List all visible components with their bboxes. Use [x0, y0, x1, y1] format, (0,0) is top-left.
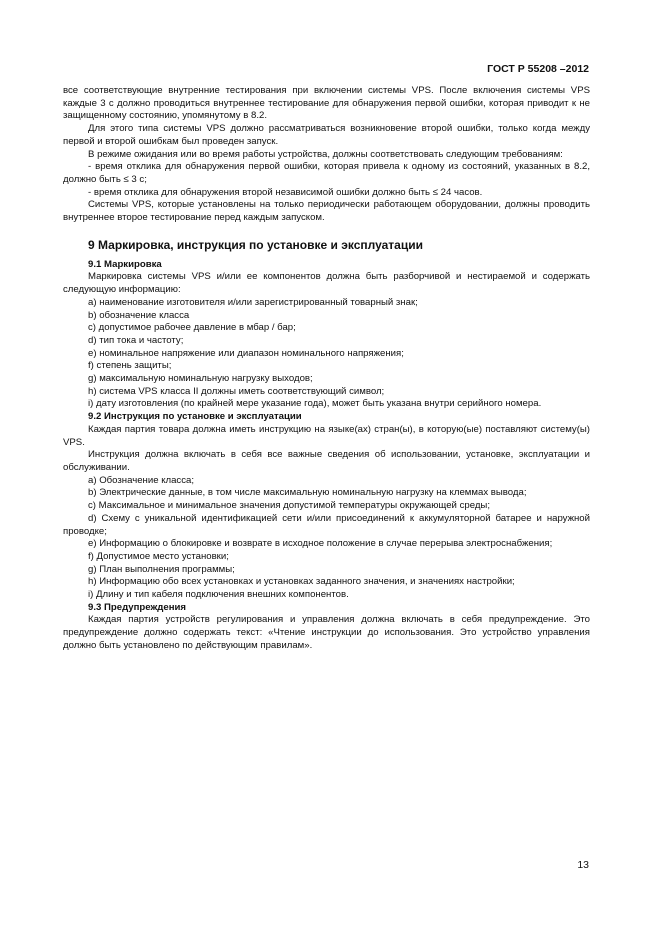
list-item: c) допустимое рабочее давление в мбар / бар; — [88, 322, 296, 334]
document-body — [63, 85, 590, 653]
list-item: b) обозначение класса — [88, 309, 190, 321]
subsection-heading: 9.1 Маркировка — [88, 258, 162, 270]
list-item: d) Схему с уникальной идентификацией сети и/или присоединений к аккумуляторной батарее и наружной проводке; — [63, 512, 590, 537]
subsection-heading: 9.2 Инструкция по установке и эксплуатации — [88, 411, 302, 423]
paragraph: Для этого типа системы VPS должно рассматриваться возникновение второй ошибки, только когда между первой и второй ошибкам был проведен запуск. — [63, 123, 590, 147]
list-item: f) Допустимое место установки; — [88, 550, 229, 562]
paragraph: все соответствующие внутренние тестирования при включении системы VPS. После включения системы VPS каждые 3 с должно проводиться внутреннее тестирование для обнаружения первой ошибки, которая приводит к не защищенному состоянию, упомянутому в 8.2. — [63, 85, 590, 122]
list-item: - время отклика для обнаружения второй независимой ошибки должно быть ≤ 24 часов. — [88, 186, 483, 198]
page-number: 13 — [577, 859, 589, 871]
list-item: d) тип тока и частоту; — [88, 334, 184, 346]
list-item: i) Длину и тип кабеля подключения внешних компонентов. — [88, 589, 349, 601]
list-item: g) максимальную номинальную нагрузку выходов; — [88, 373, 313, 385]
list-item: a) наименование изготовителя и/или зарегистрированный товарный знак; — [88, 296, 418, 308]
list-item: a) Обозначение класса; — [88, 474, 195, 486]
list-item: b) Электрические данные, в том числе максимальную номинальную нагрузку на клеммах вывода; — [88, 487, 527, 499]
document-code-header: ГОСТ Р 55208 –2012 — [487, 63, 589, 75]
list-item: h) Информацию обо всех установках и установках заданного значения, и значениях настройки; — [88, 576, 515, 588]
list-item: f) степень защиты; — [88, 360, 172, 372]
list-item: c) Максимальное и минимальное значения допустимой температуры окружающей среды; — [88, 500, 490, 512]
paragraph: В режиме ожидания или во время работы устройства, должны соответствовать следующим требованиям: — [88, 148, 563, 160]
section-heading: 9 Маркировка, инструкция по установке и эксплуатации — [88, 237, 423, 252]
paragraph: Каждая партия товара должна иметь инструкцию на языке(ах) стран(ы), в которую(ые) поставляют систему(ы) VPS. — [63, 423, 590, 448]
paragraph: Системы VPS, которые установлены на только периодически работающем оборудовании, должны проводить внутреннее второе тестирование перед каждым запуском. — [63, 199, 590, 224]
paragraph: Инструкция должна включать в себя все важные сведения об использовании, установке, эксплуатации и обслуживании. — [63, 449, 590, 473]
list-item: - время отклика для обнаружения первой ошибки, которая привела к одному из состояний, указанных в 8.2, должно быть ≤ 3 с; — [63, 161, 590, 185]
list-item: i) дату изготовления (по крайней мере указание года), может быть указана внутри серийного номера. — [88, 398, 542, 410]
list-item: h) система VPS класса II должны иметь соответствующий символ; — [88, 385, 385, 397]
list-item: g) План выполнения программы; — [88, 563, 235, 575]
subsection-heading: 9.3 Предупреждения — [88, 601, 187, 613]
list-item: e) Информацию о блокировке и возврате в исходное положение в случае перерыва электроснабжения; — [88, 538, 553, 550]
paragraph: Маркировка системы VPS и/или ее компонентов должна быть разборчивой и нестираемой и содержать следующую информацию: — [63, 271, 590, 296]
list-item: e) номинальное напряжение или диапазон номинального напряжения; — [88, 347, 404, 359]
paragraph: Каждая партия устройств регулирования и управления должна включать в себя предупреждение. Это предупреждение должно содержать текст: «Чтение инструкции до использования. Это устройство управления должно быть установлено по действующим правилам». — [63, 614, 590, 651]
